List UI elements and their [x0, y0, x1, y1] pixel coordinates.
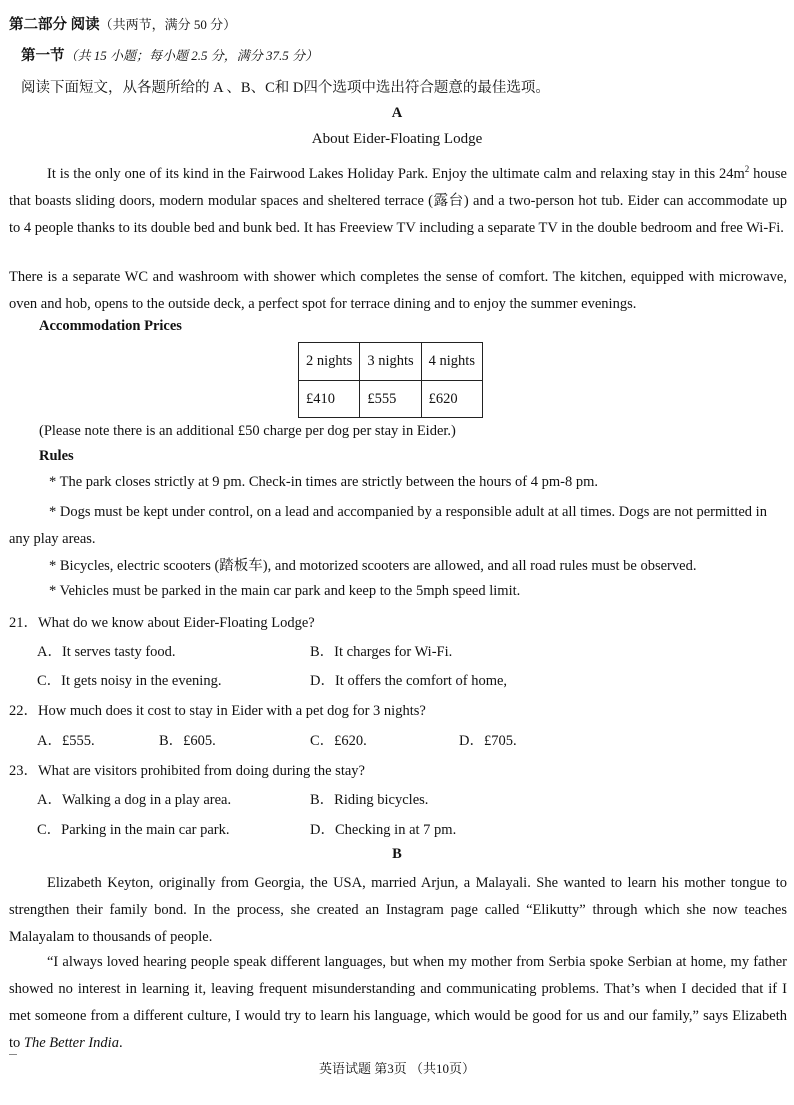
- question-23-stem: 23．What are visitors prohibited from doing during the stay?: [9, 763, 365, 779]
- option-22-a: A．£555.: [37, 733, 95, 749]
- passage-a-title: About Eider-Floating Lodge: [311, 131, 483, 147]
- rule-item: * The park closes strictly at 9 pm. Check-in times are strictly between the hours of 4 pm-8 pm.: [49, 474, 598, 490]
- dog-charge-note: (Please note there is an additional £50 charge per dog per stay in Eider.): [39, 423, 456, 439]
- price-value-cell: £410: [299, 381, 360, 418]
- price-header-cell: 3 nights: [360, 343, 421, 381]
- option-21-d: D．It offers the comfort of home,: [310, 673, 508, 689]
- instruction-text: 阅读下面短文，从各题所给的 A 、B、C和 D四个选项中选出符合题意的最佳选项。: [21, 80, 550, 96]
- section-heading: [21, 44, 318, 65]
- option-22-d: D．£705.: [459, 733, 517, 749]
- prices-header-row: [299, 343, 483, 381]
- price-value-cell: £555: [360, 381, 421, 418]
- margin-mark: [9, 1054, 17, 1055]
- section-note: （共 15 小题；每小题 2.5 分，满分 37.5 分）: [64, 48, 319, 63]
- option-22-c: C．£620.: [310, 733, 367, 749]
- rule-item: * Bicycles, electric scooters (踏板车), and motorized scooters are allowed, and all road rules must be observed.: [49, 558, 697, 574]
- part-title: 第二部分 阅读: [9, 17, 100, 33]
- option-23-d: D．Checking in at 7 pm.: [310, 822, 457, 838]
- price-header-cell: 2 nights: [299, 343, 360, 381]
- option-21-c: C．It gets noisy in the evening.: [37, 673, 222, 689]
- passage-b-paragraph-1: Elizabeth Keyton, originally from Georgia, the USA, married Arjun, a Malayali. She wanted to learn his mother tongue to strengthen their family bond. In the process, she created an Instagram page called “Elikutty” through which she now teaches Malayalam to thousands of people.: [9, 875, 787, 945]
- option-22-b: B．£605.: [159, 733, 216, 749]
- passage-a-label: A: [391, 105, 403, 121]
- part-note: （共两节，满分 50 分）: [99, 17, 237, 32]
- rule-item: * Vehicles must be parked in the main car park and keep to the 5mph speed limit.: [49, 583, 521, 599]
- passage-a-paragraph-2: There is a separate WC and washroom with shower which completes the sense of comfort. The kitchen, equipped with microwave, oven and hob, opens to the outside deck, a perfect spot for terrace dining and to enjoy the summer evenings.: [9, 269, 787, 312]
- page-footer: 英语试题 第3页 （共10页）: [318, 1061, 475, 1076]
- part-heading: [9, 13, 236, 34]
- rule-item: * Dogs must be kept under control, on a lead and accompanied by a responsible adult at all times. Dogs are not permitted in any play areas.: [9, 504, 767, 547]
- para2-end: .: [118, 1035, 123, 1051]
- prices-value-row: [299, 381, 483, 418]
- passage-b-paragraph-2: [9, 949, 787, 1057]
- prices-table: [298, 342, 483, 418]
- option-21-a: A．It serves tasty food.: [37, 644, 176, 660]
- para2-text: “I always loved hearing people speak different languages, but when my mother from Serbia spoke Serbian at home, my father showed no interest in learning it, leaving frequent misunderstanding and communicating problems. That’s when I decided that if I met someone from a different culture, I would try to learn his language, which would be good for us and our family,” says Elizabeth to: [9, 954, 787, 1051]
- option-21-b: B．It charges for Wi-Fi.: [310, 644, 453, 660]
- option-23-b: B．Riding bicycles.: [310, 792, 429, 808]
- rules-heading: Rules: [39, 448, 74, 464]
- section-title: 第一节: [21, 48, 65, 64]
- question-21-stem: 21．What do we know about Eider-Floating Lodge?: [9, 615, 315, 631]
- question-22-stem: 22．How much does it cost to stay in Eider with a pet dog for 3 nights?: [9, 703, 426, 719]
- passage-b-label: B: [392, 846, 402, 862]
- para1-text-cont: house that boasts sliding doors, modern modular spaces and sheltered terrace (露台) and a two-person hot tub. Eider can accommodate up to 4 people thanks to its double bed and bunk bed. It has Freeview TV including a separate TV in the double bedroom and free Wi-Fi.: [9, 165, 787, 236]
- price-header-cell: 4 nights: [421, 343, 482, 381]
- para1-text: It is the only one of its kind in the Fairwood Lakes Holiday Park. Enjoy the ultimate calm and relaxing stay in this 24m: [47, 165, 745, 182]
- source-title: The Better India: [23, 1035, 119, 1051]
- price-value-cell: £620: [421, 381, 482, 418]
- superscript-2: 2: [744, 164, 750, 174]
- option-23-a: A．Walking a dog in a play area.: [37, 792, 232, 808]
- option-23-c: C．Parking in the main car park.: [37, 822, 230, 838]
- passage-a-paragraph-1: [9, 156, 787, 242]
- prices-heading: Accommodation Prices: [39, 318, 182, 334]
